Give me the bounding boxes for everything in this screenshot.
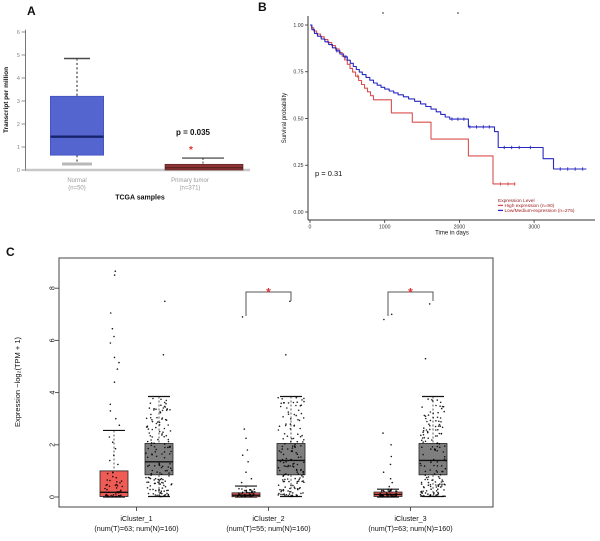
svg-text:iCluster_1: iCluster_1 (120, 514, 153, 523)
svg-text:2000: 2000 (453, 224, 466, 231)
svg-text:3000: 3000 (528, 224, 540, 231)
svg-text:Time in days: Time in days (435, 230, 469, 237)
svg-text:Primary tumor: Primary tumor (171, 178, 209, 184)
panel-a-boxplot-chart (0, 0, 255, 225)
svg-text:Low/Medium-expression (n=275): Low/Medium-expression (n=275) (504, 209, 575, 214)
svg-text:(num(T)=63; num(N)=160): (num(T)=63; num(N)=160) (94, 524, 179, 533)
svg-text:*: * (189, 145, 193, 156)
panel-a-y-axis-label: Transcript per million (3, 66, 10, 134)
svg-text:8: 8 (49, 286, 57, 291)
svg-text:0: 0 (16, 168, 20, 174)
panel-c-letter: C (6, 245, 15, 259)
svg-text:*: * (266, 285, 271, 300)
svg-text:Survival probability: Survival probability (282, 92, 288, 144)
svg-text:iCluster_3: iCluster_3 (394, 514, 427, 523)
svg-text:0.00: 0.00 (293, 209, 304, 216)
svg-text:4: 4 (49, 390, 57, 395)
svg-text:iCluster_2: iCluster_2 (252, 514, 285, 523)
panel-b-letter: B (258, 0, 267, 14)
svg-text:0.25: 0.25 (293, 163, 304, 170)
svg-text:0: 0 (49, 495, 57, 499)
svg-text:2: 2 (16, 122, 20, 128)
svg-text:Expression Level: Expression Level (498, 199, 535, 204)
svg-text:0: 0 (308, 224, 312, 231)
svg-text:Expression −log₂(TPM + 1): Expression −log₂(TPM + 1) (13, 336, 22, 428)
svg-text:(num(T)=55; num(N)=160): (num(T)=55; num(N)=160) (226, 524, 311, 533)
svg-text:p = 0.31: p = 0.31 (315, 169, 343, 178)
svg-text:(n=50): (n=50) (68, 185, 86, 192)
svg-text:High expression (n=90): High expression (n=90) (504, 204, 555, 209)
svg-text:p = 0.035: p = 0.035 (175, 128, 211, 137)
svg-text:1: 1 (16, 145, 20, 151)
svg-text:Normal: Normal (67, 178, 87, 184)
svg-text:6: 6 (49, 338, 57, 343)
svg-text:1000: 1000 (378, 224, 391, 231)
svg-text:0.75: 0.75 (293, 69, 304, 76)
svg-text:5: 5 (16, 53, 20, 59)
svg-text:(num(T)=63; num(N)=160): (num(T)=63; num(N)=160) (368, 524, 453, 533)
svg-text:1.00: 1.00 (293, 22, 304, 29)
svg-text:4: 4 (16, 76, 20, 82)
svg-text:TCGA samples: TCGA samples (115, 194, 165, 202)
panel-a-letter: A (27, 4, 36, 18)
panel-b-survival-chart (255, 0, 600, 240)
panel-c-cluster-boxplot-chart (0, 225, 600, 541)
svg-text:0.50: 0.50 (293, 116, 304, 123)
svg-text:6: 6 (16, 30, 20, 36)
svg-text:3: 3 (16, 99, 20, 105)
svg-text:*: * (408, 285, 413, 300)
svg-text:2: 2 (49, 442, 57, 447)
svg-text:(n=371): (n=371) (179, 185, 201, 192)
